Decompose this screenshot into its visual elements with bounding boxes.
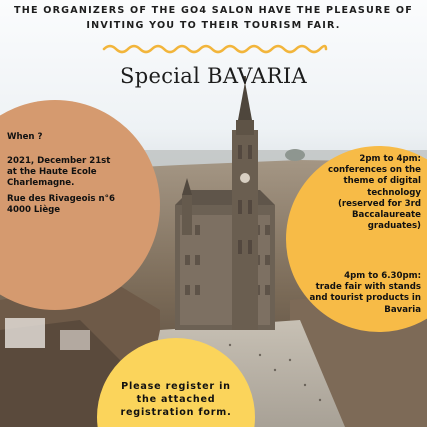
- wavy-divider-icon: [102, 42, 328, 56]
- address-line-2: 4000 Liège: [7, 205, 61, 215]
- register-line-3: registration form.: [120, 407, 232, 418]
- conf-line-3: theme of digital: [343, 176, 421, 187]
- registration-note: [107, 380, 245, 419]
- conf-line-2: conferences on the: [328, 165, 421, 176]
- page-title: Special BAVARIA: [120, 64, 307, 88]
- fair-line-4: Bavaria: [384, 304, 421, 315]
- address-line-1: Rue des Rivageois n°6: [7, 194, 115, 204]
- register-line-2: the attached: [136, 394, 216, 405]
- date-line-1: 2021, December 21st: [7, 156, 111, 166]
- fair-line-2: trade fair with stands: [315, 282, 421, 293]
- event-date: [7, 156, 147, 189]
- conf-line-6: Baccalaureate: [351, 210, 421, 221]
- headline-line-2: INVITING YOU TO THEIR TOURISM FAIR.: [86, 20, 341, 31]
- conf-line-1: 2pm to 4pm:: [359, 154, 421, 164]
- date-line-3: Charlemagne.: [7, 178, 75, 188]
- fair-line-3: and tourist products in: [309, 293, 421, 304]
- trade-fair-schedule: [290, 271, 421, 316]
- fair-line-1: 4pm to 6.30pm:: [344, 271, 421, 281]
- when-label: When ?: [7, 132, 43, 142]
- conference-schedule: [290, 154, 421, 232]
- conf-line-4: technology: [367, 187, 421, 198]
- headline-line-1: THE ORGANIZERS OF THE GO4 SALON HAVE THE PLEASURE OF: [13, 5, 414, 16]
- register-line-1: Please register in: [121, 381, 231, 392]
- event-address: [7, 194, 147, 216]
- date-line-2: at the Haute Ecole: [7, 167, 97, 177]
- conf-line-7: graduates): [367, 221, 421, 232]
- conf-line-5: (reserved for 3rd: [338, 198, 421, 209]
- invitation-headline: [0, 3, 427, 33]
